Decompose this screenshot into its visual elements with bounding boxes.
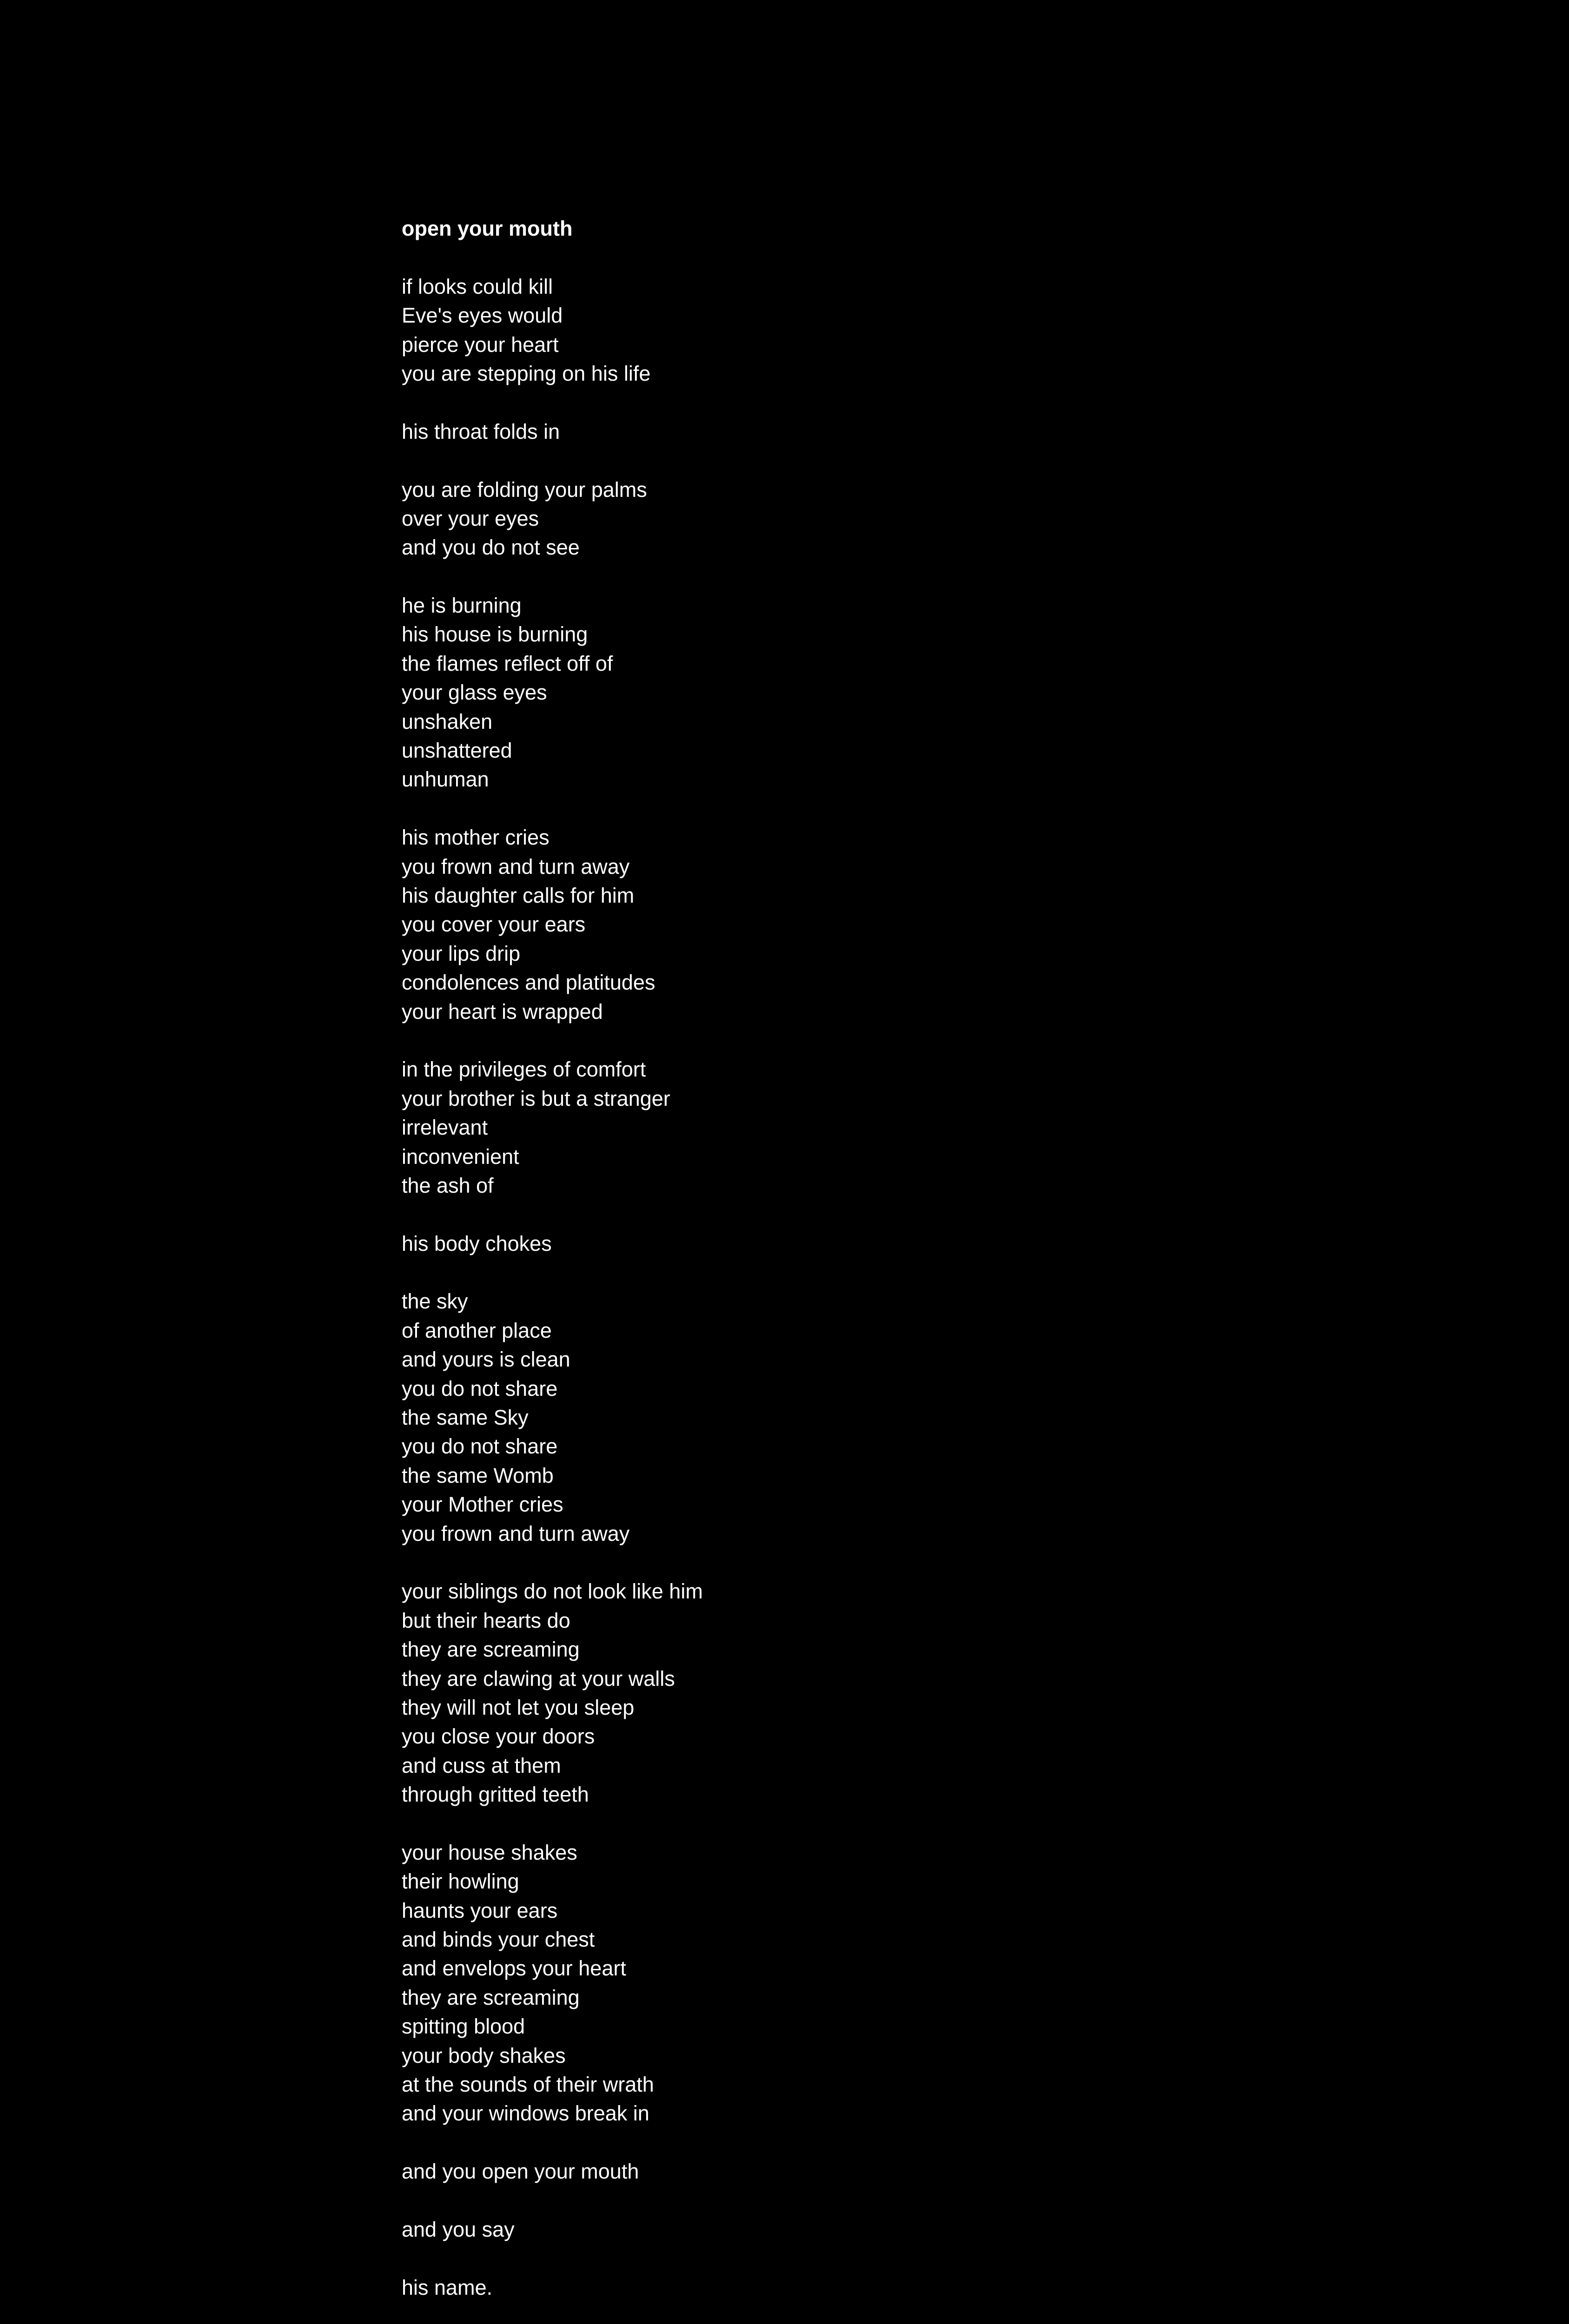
poem-line: you frown and turn away <box>402 854 630 878</box>
poem-line: and you say <box>402 2217 515 2241</box>
poem-line: inconvenient <box>402 1144 519 1169</box>
poem-title: open your mouth <box>402 217 573 240</box>
stanza-gap <box>402 1548 1331 1577</box>
poem-line: and cuss at them <box>402 1753 561 1777</box>
stanza-10 <box>402 1838 1331 2128</box>
stanza-gap <box>402 562 1331 591</box>
poem-line: his daughter calls for him <box>402 883 635 907</box>
stanza-gap <box>402 1200 1331 1229</box>
poem-line: the same Sky <box>402 1406 529 1430</box>
poem-line: they are screaming <box>402 1985 580 2009</box>
stanza-2 <box>402 417 1331 446</box>
poem-line: but their hearts do <box>402 1608 570 1632</box>
poem-line: condolences and platitudes <box>402 971 655 995</box>
stanza-gap <box>402 794 1331 823</box>
poem-line: of another place <box>402 1318 552 1342</box>
poem-line: through gritted teeth <box>402 1783 589 1807</box>
poem-line: his house is burning <box>402 622 588 647</box>
poem-line: haunts your ears <box>402 1898 558 1922</box>
poem-line: and you do not see <box>402 535 580 560</box>
stanza-4 <box>402 591 1331 794</box>
poem-line: unhuman <box>402 767 489 792</box>
stanza-gap <box>402 243 1331 272</box>
poem-line: irrelevant <box>402 1116 488 1140</box>
poem-line: unshaken <box>402 709 493 733</box>
poem-line: Eve's eyes would <box>402 304 563 328</box>
poem-line: you are stepping on his life <box>402 361 651 385</box>
poem-line: you close your doors <box>402 1724 595 1749</box>
poem-line: over your eyes <box>402 506 539 530</box>
stanza-gap <box>402 388 1331 417</box>
poem-line: your Mother cries <box>402 1492 563 1517</box>
stanza-1 <box>402 272 1331 389</box>
poem-line: and you open your mouth <box>402 2159 639 2184</box>
stanza-gap <box>402 1258 1331 1287</box>
poem-line: he is burning <box>402 594 522 618</box>
poem-line: your lips drip <box>402 941 521 965</box>
poem-line: you do not share <box>402 1434 558 1459</box>
poem-line: if looks could kill <box>402 274 553 298</box>
stanza-9 <box>402 1577 1331 1809</box>
poem-line: his throat folds in <box>402 419 560 443</box>
stanza-11 <box>402 2157 1331 2186</box>
stanza-gap <box>402 446 1331 475</box>
poem-line: your house shakes <box>402 1840 577 1864</box>
poem-line: your heart is wrapped <box>402 999 603 1023</box>
poem-line: at the sounds of their wrath <box>402 2073 654 2096</box>
poem-line: they are screaming <box>402 1637 580 1662</box>
poem <box>402 214 1331 2302</box>
poem-line: the ash of <box>402 1173 494 1197</box>
stanza-12 <box>402 2215 1331 2244</box>
poem-line: you frown and turn away <box>402 1521 630 1545</box>
stanza-gap <box>402 2128 1331 2157</box>
poem-line: in the privileges of comfort <box>402 1057 646 1082</box>
poem-line: you are folding your palms <box>402 477 647 502</box>
stanza-gap <box>402 1026 1331 1055</box>
poem-line: the flames reflect off of <box>402 651 613 675</box>
stanza-7 <box>402 1229 1331 1258</box>
stanza-3 <box>402 475 1331 562</box>
poem-line: they will not let you sleep <box>402 1695 635 1719</box>
poem-line: his name. <box>402 2275 493 2299</box>
stanza-gap <box>402 2186 1331 2215</box>
poem-line: his mother cries <box>402 825 549 850</box>
poem-line: you cover your ears <box>402 912 586 937</box>
poem-line: and your windows break in <box>402 2101 649 2126</box>
poem-line: you do not share <box>402 1376 558 1400</box>
stanza-8 <box>402 1287 1331 1548</box>
stanza-13 <box>402 2273 1331 2302</box>
poem-line: their howling <box>402 1869 519 1894</box>
poem-line: your glass eyes <box>402 680 547 705</box>
poem-line: and binds your chest <box>402 1928 595 1952</box>
poem-line: pierce your heart <box>402 332 559 357</box>
stanza-gap <box>402 1809 1331 1838</box>
stanza-6 <box>402 1055 1331 1200</box>
poem-line: his body chokes <box>402 1231 552 1255</box>
poem-line: the sky <box>402 1289 468 1314</box>
poem-line: your brother is but a stranger <box>402 1086 670 1110</box>
poem-line: the same Womb <box>402 1463 554 1487</box>
poem-line: and envelops your heart <box>402 1956 626 1981</box>
poem-line: your body shakes <box>402 2043 566 2067</box>
stanza-gap <box>402 2244 1331 2273</box>
poem-line: spitting blood <box>402 2014 525 2039</box>
poem-line: and yours is clean <box>402 1347 570 1372</box>
poem-line: your siblings do not look like him <box>402 1579 703 1604</box>
poem-line: they are clawing at your walls <box>402 1666 675 1690</box>
stanza-5 <box>402 823 1331 1026</box>
poem-line: unshattered <box>402 739 512 763</box>
